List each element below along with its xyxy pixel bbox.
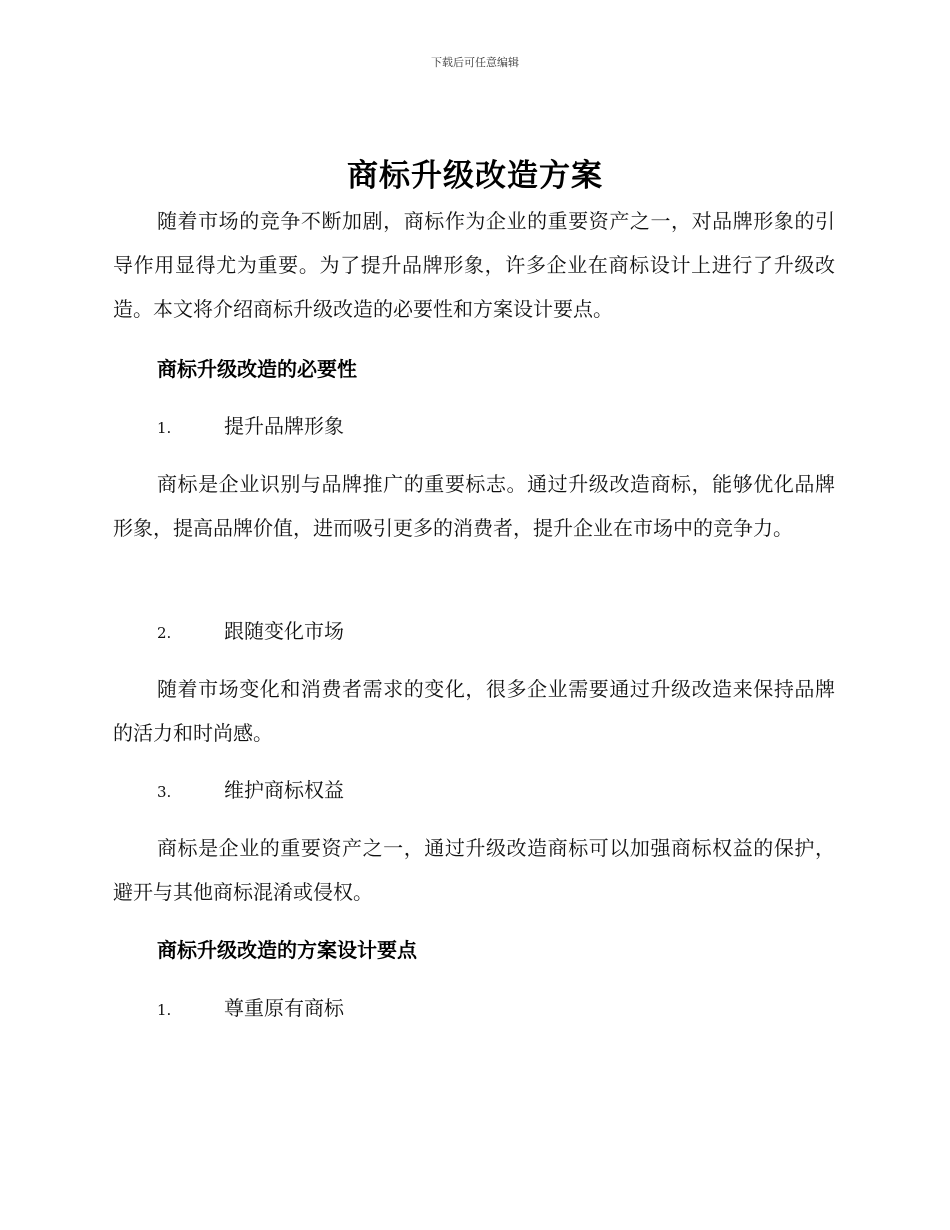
- section-heading-necessity: 商标升级改造的必要性: [157, 357, 357, 381]
- list-item-number: 3.: [157, 783, 172, 801]
- item-paragraph: 商标是企业识别与品牌推广的重要标志。通过升级改造商标，能够优化品牌形象，提高品牌价值，进而吸引更多的消费者，提升企业在市场中的竞争力。: [113, 472, 835, 540]
- list-item-title: 尊重原有商标: [224, 996, 344, 1020]
- list-item: [157, 993, 344, 1025]
- list-item: [157, 775, 344, 807]
- list-item-title: 维护商标权益: [224, 778, 344, 802]
- list-item: [157, 411, 344, 443]
- list-item-number: 1.: [157, 419, 172, 437]
- list-item: [157, 616, 344, 648]
- list-item-title: 跟随变化市场: [224, 619, 344, 643]
- list-item-number: 2.: [157, 624, 172, 642]
- item-paragraph: 商标是企业的重要资产之一，通过升级改造商标可以加强商标权益的保护，避开与其他商标混淆或侵权。: [113, 836, 835, 904]
- section-heading-design-points: 商标升级改造的方案设计要点: [157, 938, 417, 962]
- intro-paragraph: 随着市场的竞争不断加剧，商标作为企业的重要资产之一，对品牌形象的引导作用显得尤为重要。为了提升品牌形象，许多企业在商标设计上进行了升级改造。本文将介绍商标升级改造的必要性和方案设计要点。: [113, 209, 835, 321]
- list-item-title: 提升品牌形象: [224, 414, 344, 438]
- item-paragraph: 随着市场变化和消费者需求的变化，很多企业需要通过升级改造来保持品牌的活力和时尚感。: [113, 677, 835, 745]
- document-title: 商标升级改造方案: [347, 158, 603, 194]
- header-note: 下载后可任意编辑: [431, 56, 519, 69]
- list-item-number: 1.: [157, 1001, 172, 1019]
